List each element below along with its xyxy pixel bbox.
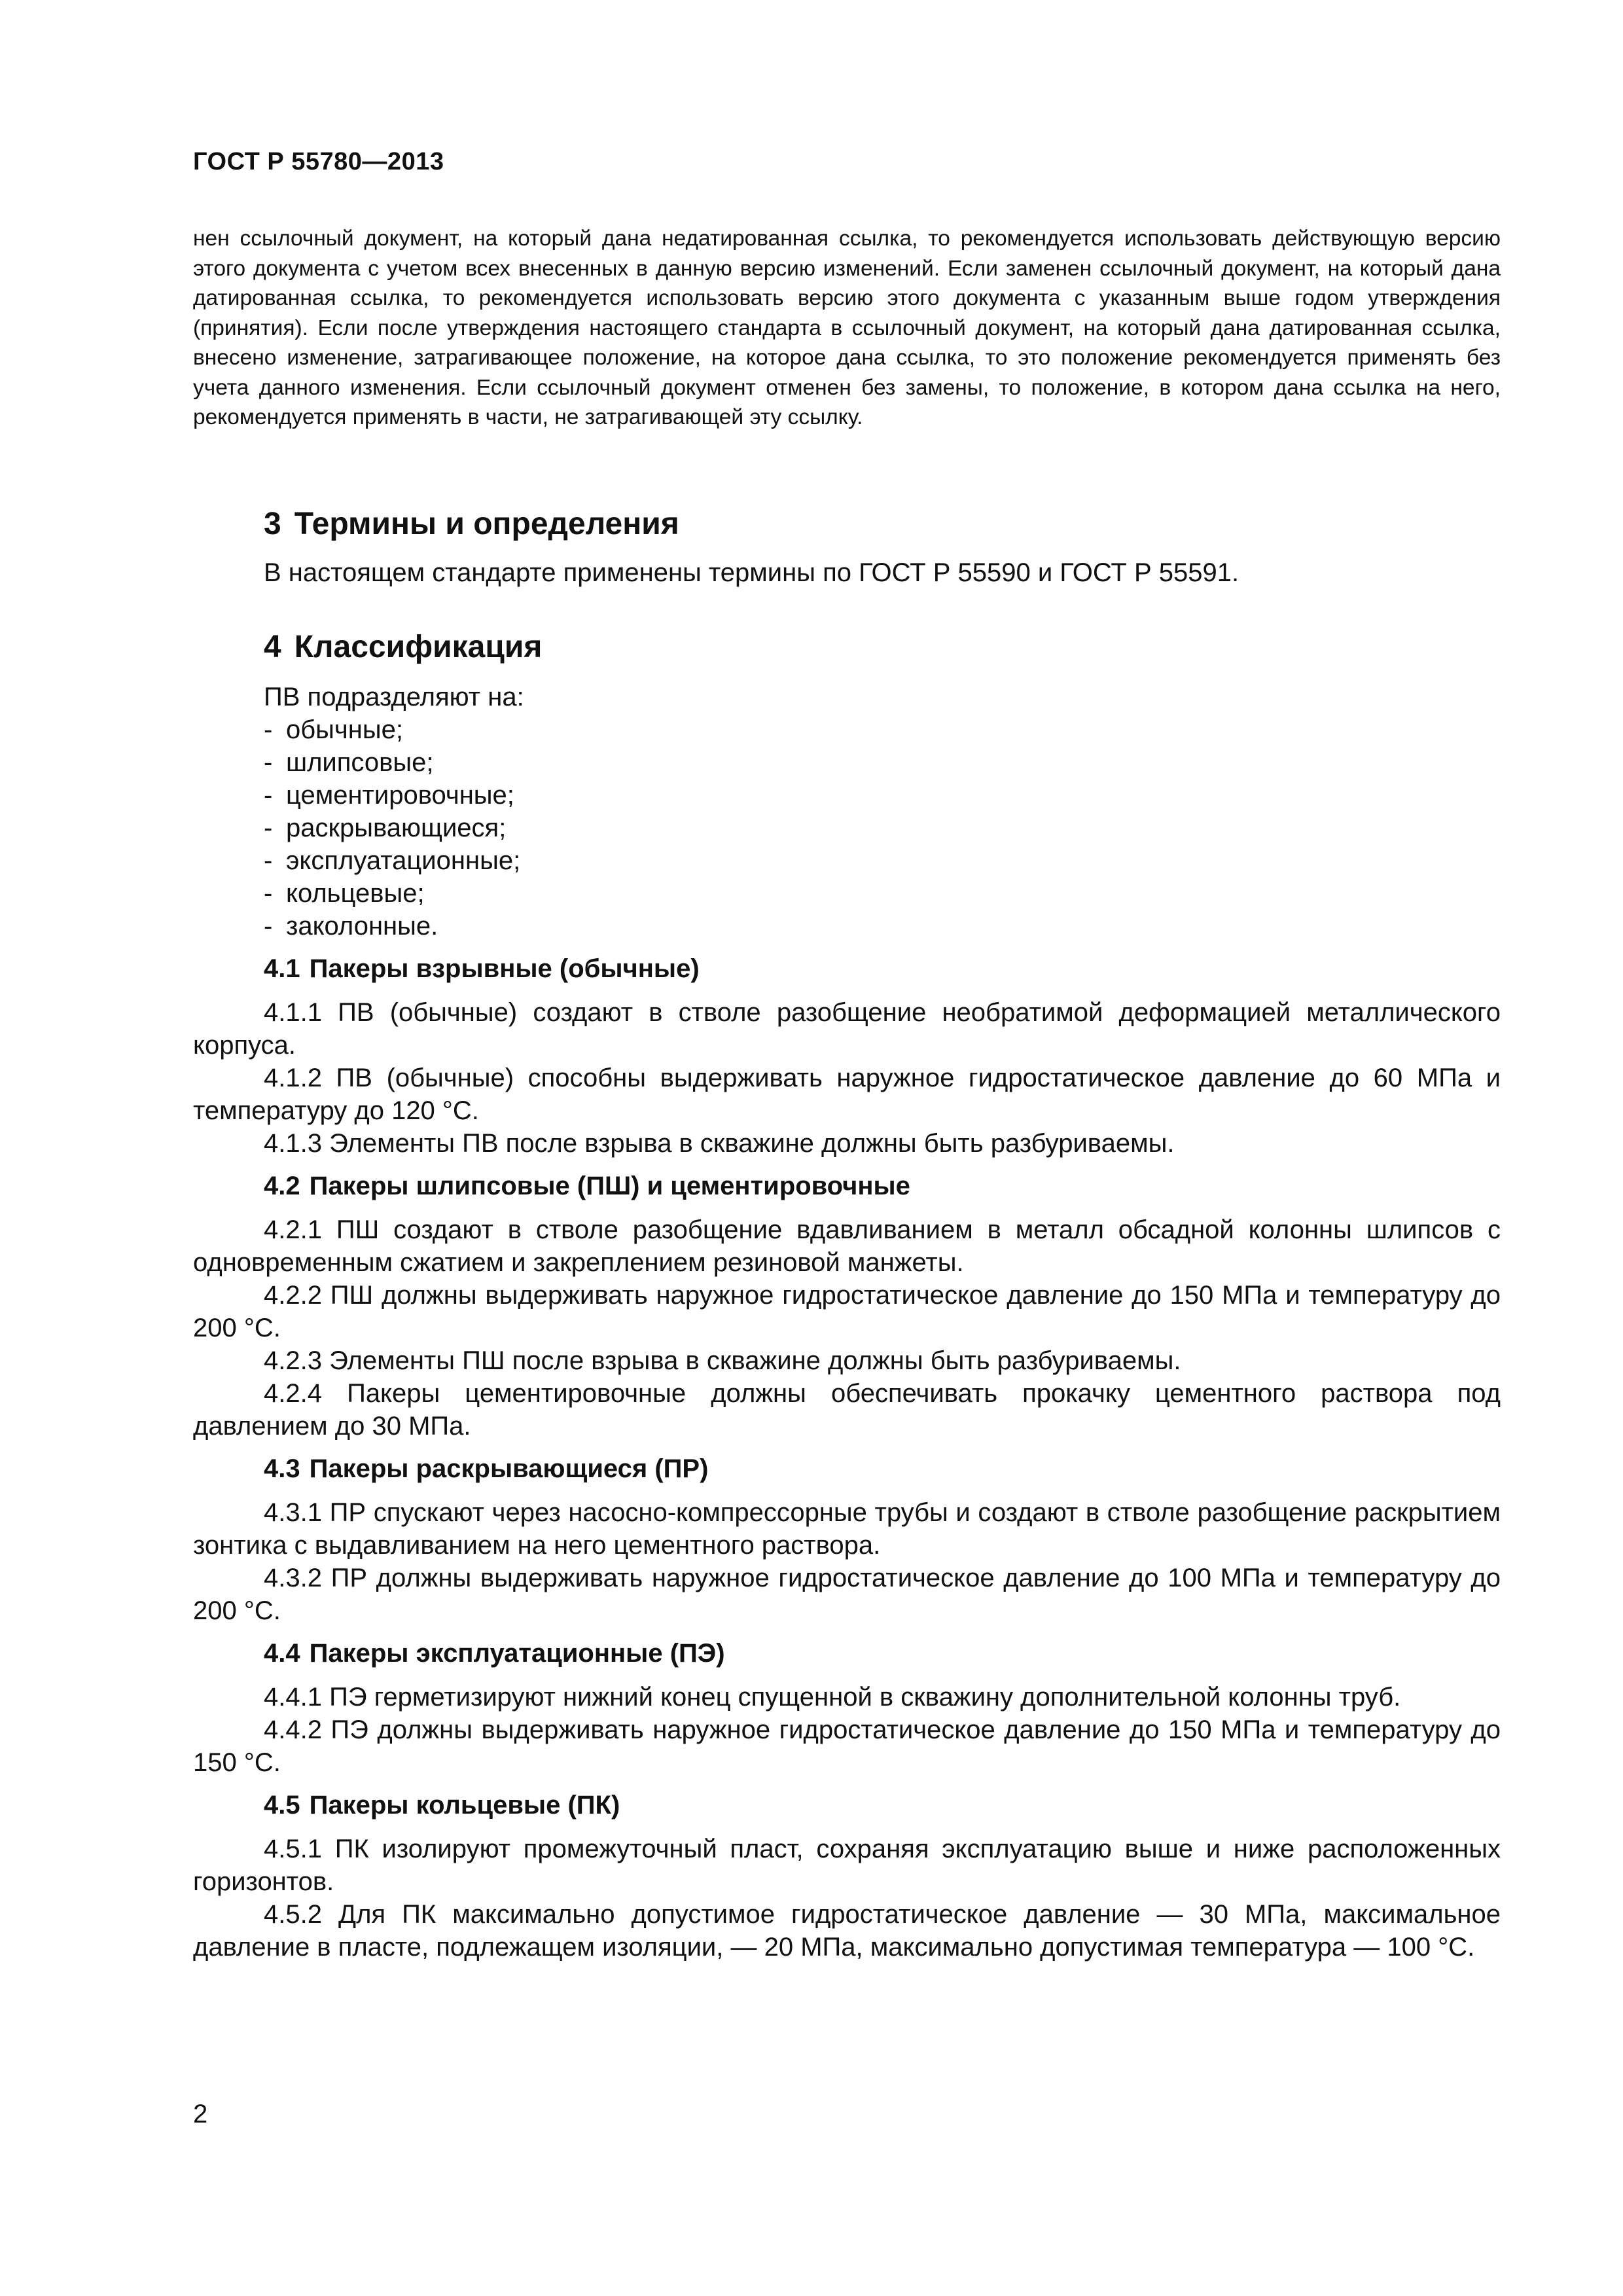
list-item: - кольцевые; [264,877,1501,910]
list-item: - цементировочные; [264,779,1501,812]
list-marker: - [264,846,273,875]
subsection-number: 4.1 [264,954,300,983]
clause-4-1-2: 4.1.2 ПВ (обычные) способны выдерживать наружное гидростатическое давление до 60 МПа и температуру до 120 °С. [193,1064,1501,1125]
section-3-text: В настоящем стандарте применены термины по ГОСТ Р 55590 и ГОСТ Р 55591. [264,558,1240,587]
subsection-4-5-heading [193,1788,1501,1822]
list-item: - заколонные. [264,910,1501,942]
subsection-title: Пакеры кольцевые (ПК) [309,1791,620,1820]
clause-4-3-1: 4.3.1 ПР спускают через насосно-компрессорные трубы и создают в стволе разобщение раскрытием зонтика с выдавливанием на него цементного раствора. [193,1498,1501,1560]
list-item: - шлипсовые; [264,746,1501,779]
list-marker: - [264,781,273,810]
list-marker: - [264,715,273,744]
document-code-header: ГОСТ Р 55780—2013 [193,148,444,175]
section-number: 4 [264,630,281,664]
clause-4-5-2: 4.5.2 Для ПК максимально допустимое гидростатическое давление — 30 МПа, максимальное давление в пласте, подлежащем изоляции, — 20 МПа, максимально допустимая температура — 100 °С. [193,1900,1501,1962]
subsection-number: 4.2 [264,1172,300,1200]
section-title: Термины и определения [294,507,679,541]
clause-4-1-3: 4.1.3 Элементы ПВ после взрыва в скважине должны быть разбуриваемы. [264,1129,1175,1158]
subsection-4-1-heading [193,952,1501,986]
classification-list [193,713,1501,942]
subsection-title: Пакеры эксплуатационные (ПЭ) [309,1639,725,1668]
clause-4-2-1: 4.2.1 ПШ создают в стволе разобщение вдавливанием в металл обсадной колонны шлипсов с одновременным сжатием и закреплением резиновой манжеты. [193,1215,1501,1277]
clause-4-2-4: 4.2.4 Пакеры цементировочные должны обеспечивать прокачку цементного раствора под давлением до 30 МПа. [193,1379,1501,1441]
subsection-number: 4.3 [264,1454,300,1483]
page-number: 2 [193,2100,208,2128]
clause-4-4-1: 4.4.1 ПЭ герметизируют нижний конец спущенной в скважину дополнительной колонны труб. [264,1683,1401,1712]
section-title: Классификация [294,630,543,664]
subsection-title: Пакеры взрывные (обычные) [309,954,700,983]
clause-4-2-2: 4.2.2 ПШ должны выдерживать наружное гидростатическое давление до 150 МПа и температуру до 200 °С. [193,1281,1501,1342]
subsection-title: Пакеры шлипсовые (ПШ) и цементировочные [309,1172,910,1200]
clause-4-2-3: 4.2.3 Элементы ПШ после взрыва в скважине должны быть разбуриваемы. [264,1346,1181,1375]
clause-4-1-1: 4.1.1 ПВ (обычные) создают в стволе разобщение необратимой деформацией металлического корпуса. [193,998,1501,1060]
list-marker: - [264,879,273,908]
clause-4-4-2: 4.4.2 ПЭ должны выдерживать наружное гидростатическое давление до 150 МПа и температуру до 150 °С. [193,1715,1501,1777]
list-marker: - [264,814,273,842]
subsection-4-3-heading [193,1452,1501,1486]
main-content [193,504,1501,1964]
list-item: - эксплуатационные; [264,844,1501,877]
section-3-heading [193,504,1501,545]
clause-4-5-1: 4.5.1 ПК изолируют промежуточный пласт, сохраняя эксплуатацию выше и ниже расположенных горизонтов. [193,1835,1501,1896]
section-number: 3 [264,507,281,541]
subsection-number: 4.4 [264,1639,300,1668]
list-item: - обычные; [264,713,1501,746]
list-item: - раскрывающиеся; [264,812,1501,844]
list-marker: - [264,748,273,777]
intro-paragraph: нен ссылочный документ, на который дана недатированная ссылка, то рекомендуется использовать действующую версию этого документа с учетом всех внесенных в данную версию изменений. Если заменен ссылочный документ, на который дана датированная ссылка, то рекомендуется использовать версию этого документа с указанным выше годом утверждения (принятия). Если после утверждения настоящего стандарта в ссылочный документ, на который дана датированная ссылка, внесено изменение, затрагивающее положение, на которое дана ссылка, то это положение рекомендуется применять без учета данного изменения. Если ссылочный документ отменен без замены, то положение, в котором дана ссылка на него, рекомендуется применять в части, не затрагивающей эту ссылку. [193,226,1501,429]
classification-intro: ПВ подразделяют на: [264,683,524,711]
subsection-title: Пакеры раскрывающиеся (ПР) [309,1454,709,1483]
subsection-4-4-heading [193,1636,1501,1670]
section-4-heading [193,627,1501,668]
list-marker: - [264,912,273,941]
subsection-4-2-heading [193,1169,1501,1203]
subsection-number: 4.5 [264,1791,300,1820]
clause-4-3-2: 4.3.2 ПР должны выдерживать наружное гидростатическое давление до 100 МПа и температуру до 200 °С. [193,1564,1501,1625]
